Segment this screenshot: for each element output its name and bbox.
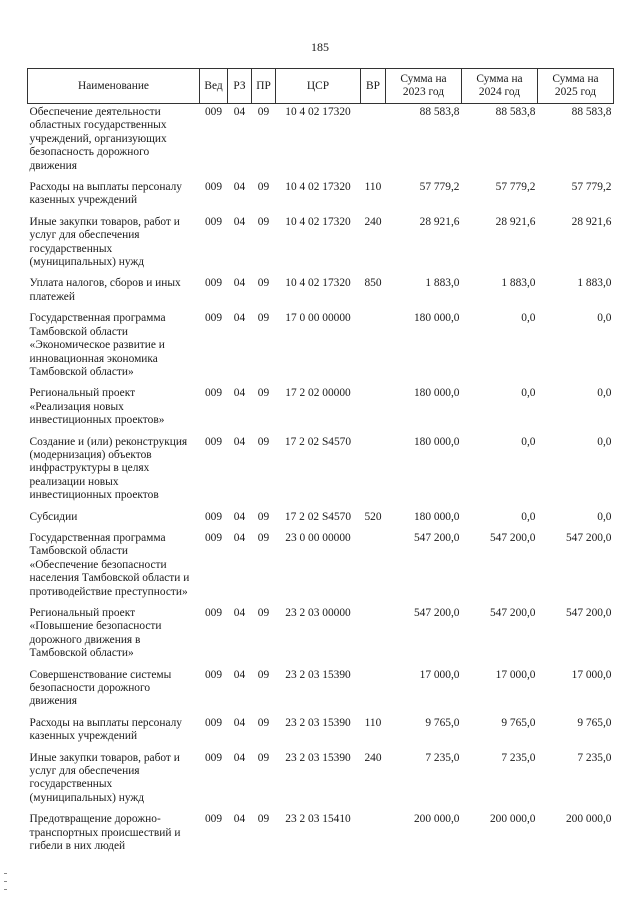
table-row [28, 605, 614, 667]
cell-rz: 04 [233, 181, 246, 194]
cell-ved: 009 [204, 106, 223, 118]
cell-pr: 09 [257, 716, 270, 729]
cell-ved: 009 [204, 716, 223, 729]
cell-sum-2024: 28 921,6 [495, 215, 536, 228]
cell-ved: 009 [204, 751, 223, 764]
cell-sum-2024: 0,0 [521, 387, 536, 400]
cell-sum-2023: 28 921,6 [419, 215, 460, 228]
cell-csr: 23 2 03 00000 [285, 607, 351, 619]
cell-vr: 110 [364, 716, 382, 729]
cell-pr: 09 [257, 106, 270, 118]
cell-vr: 110 [364, 181, 382, 194]
cell-name: Расходы на выплаты персоналу казенных учреждений [29, 716, 182, 743]
cell-vr [361, 811, 386, 859]
cell-sum-2025: 1 883,0 [577, 277, 612, 290]
cell-csr: 10 4 02 17320 [285, 277, 351, 290]
cell-sum-2023: 1 883,0 [425, 277, 460, 290]
cell-csr: 17 2 02 S4570 [284, 510, 352, 523]
header-pr: ПР [252, 69, 276, 104]
cell-sum-2023: 88 583,8 [419, 106, 460, 118]
page-number: 185 [311, 40, 329, 54]
cell-sum-2023: 547 200,0 [413, 531, 460, 544]
cell-sum-2025: 547 200,0 [565, 531, 612, 544]
cell-vr [361, 434, 386, 509]
cell-pr: 09 [257, 312, 270, 325]
table-row [28, 667, 614, 715]
cell-rz: 04 [233, 387, 246, 400]
cell-ved: 009 [204, 435, 223, 448]
cell-pr: 09 [257, 277, 270, 290]
cell-sum-2024: 1 883,0 [501, 277, 536, 290]
cell-sum-2023: 57 779,2 [419, 181, 460, 194]
cell-rz: 04 [233, 751, 246, 764]
cell-csr: 23 0 00 00000 [285, 531, 351, 544]
cell-ved: 009 [204, 607, 223, 619]
cell-vr [361, 667, 386, 715]
cell-sum-2023: 7 235,0 [425, 751, 460, 764]
cell-name: Иные закупки товаров, работ и услуг для обеспечения государственных (муниципальных) нужд [29, 215, 180, 269]
cell-csr: 17 2 02 00000 [285, 387, 351, 400]
cell-sum-2023: 17 000,0 [419, 668, 460, 681]
cell-vr: 240 [364, 751, 382, 764]
cell-ved: 009 [204, 668, 223, 681]
table-row [28, 275, 614, 310]
cell-rz: 04 [233, 106, 246, 118]
cell-sum-2025: 88 583,8 [571, 106, 612, 118]
cell-name: Совершенствование системы безопасности дорожного движения [29, 668, 172, 708]
cell-sum-2024: 9 765,0 [501, 716, 536, 729]
table-row [28, 385, 614, 433]
cell-vr [361, 104, 386, 180]
table-row [28, 214, 614, 276]
cell-csr: 23 2 03 15390 [285, 668, 351, 681]
cell-sum-2024: 7 235,0 [501, 751, 536, 764]
cell-pr: 09 [257, 607, 270, 619]
cell-pr: 09 [257, 181, 270, 194]
margin-mark [4, 889, 7, 890]
cell-ved: 009 [204, 387, 223, 400]
header-ved: Вед [200, 69, 228, 104]
cell-rz: 04 [233, 435, 246, 448]
cell-ved: 009 [204, 510, 223, 523]
cell-sum-2024: 547 200,0 [489, 531, 536, 544]
cell-csr: 10 4 02 17320 [285, 181, 351, 194]
cell-sum-2025: 547 200,0 [565, 607, 612, 619]
cell-name: Обеспечение деятельности областных государственных учреждений, организующих безопасность дорожного движения [29, 106, 167, 172]
cell-sum-2023: 547 200,0 [413, 607, 460, 619]
cell-sum-2024: 0,0 [521, 312, 536, 325]
cell-ved: 009 [204, 531, 223, 544]
cell-ved: 009 [204, 312, 223, 325]
header-csr: ЦСР [276, 69, 361, 104]
cell-rz: 04 [233, 813, 246, 826]
cell-sum-2024: 0,0 [521, 510, 536, 523]
margin-mark [4, 881, 7, 882]
cell-csr: 10 4 02 17320 [285, 106, 351, 118]
cell-sum-2025: 7 235,0 [577, 751, 612, 764]
cell-csr: 17 2 02 S4570 [284, 435, 352, 448]
cell-sum-2023: 180 000,0 [413, 435, 460, 448]
cell-sum-2025: 0,0 [597, 510, 612, 523]
table-row [28, 509, 614, 530]
cell-rz: 04 [233, 277, 246, 290]
cell-rz: 04 [233, 607, 246, 619]
cell-sum-2024: 200 000,0 [489, 813, 536, 826]
table-body [28, 104, 614, 860]
cell-rz: 04 [233, 668, 246, 681]
cell-name: Предотвращение дорожно-транспортных происшествий и гибели в них людей [29, 813, 181, 853]
header-sum-2025: Сумма на 2025 год [538, 69, 614, 104]
cell-vr: 520 [364, 510, 382, 523]
header-sum-2023: Сумма на 2023 год [386, 69, 462, 104]
cell-sum-2025: 9 765,0 [577, 716, 612, 729]
margin-mark [4, 873, 7, 874]
cell-name: Государственная программа Тамбовской области «Экономическое развитие и инновационная экономика Тамбовской области» [29, 312, 166, 378]
cell-name: Уплата налогов, сборов и иных платежей [29, 277, 181, 303]
cell-sum-2023: 180 000,0 [413, 387, 460, 400]
cell-csr: 23 2 03 15390 [285, 716, 351, 729]
cell-vr [361, 530, 386, 605]
cell-sum-2024: 547 200,0 [489, 607, 536, 619]
cell-sum-2023: 200 000,0 [413, 813, 460, 826]
table-row [28, 715, 614, 750]
header-name: Наименование [28, 69, 200, 104]
cell-pr: 09 [257, 387, 270, 400]
cell-vr: 240 [364, 215, 382, 228]
cell-sum-2024: 17 000,0 [495, 668, 536, 681]
cell-pr: 09 [257, 668, 270, 681]
budget-table [27, 68, 614, 860]
header-vr: ВР [361, 69, 386, 104]
cell-rz: 04 [233, 531, 246, 544]
cell-sum-2025: 57 779,2 [571, 181, 612, 194]
cell-ved: 009 [204, 215, 223, 228]
cell-rz: 04 [233, 215, 246, 228]
cell-vr [361, 385, 386, 433]
cell-vr [361, 605, 386, 667]
cell-sum-2024: 0,0 [521, 435, 536, 448]
cell-sum-2024: 88 583,8 [495, 106, 536, 118]
cell-rz: 04 [233, 716, 246, 729]
table-row [28, 179, 614, 214]
cell-pr: 09 [257, 813, 270, 826]
table-row [28, 750, 614, 812]
table-row [28, 310, 614, 385]
cell-ved: 009 [204, 277, 223, 290]
table-row [28, 530, 614, 605]
cell-name: Создание и (или) реконструкция (модернизация) объектов инфраструктуры в целях реализации новых инвестиционных проектов [29, 435, 188, 502]
table-row [28, 434, 614, 509]
cell-sum-2025: 0,0 [597, 387, 612, 400]
cell-vr: 850 [364, 277, 382, 290]
header-sum-2024: Сумма на 2024 год [462, 69, 538, 104]
cell-pr: 09 [257, 510, 270, 523]
table-header [28, 69, 614, 104]
cell-ved: 009 [204, 181, 223, 194]
table-row [28, 811, 614, 859]
table-row [28, 104, 614, 180]
cell-ved: 009 [204, 813, 223, 826]
cell-sum-2025: 17 000,0 [571, 668, 612, 681]
cell-vr [361, 310, 386, 385]
header-rz: РЗ [228, 69, 252, 104]
cell-sum-2023: 180 000,0 [413, 312, 460, 325]
cell-sum-2023: 180 000,0 [413, 510, 460, 523]
cell-csr: 17 0 00 00000 [285, 312, 351, 325]
cell-pr: 09 [257, 531, 270, 544]
cell-sum-2025: 200 000,0 [565, 813, 612, 826]
cell-sum-2025: 0,0 [597, 312, 612, 325]
cell-rz: 04 [233, 312, 246, 325]
cell-name: Региональный проект «Реализация новых инвестиционных проектов» [29, 387, 165, 427]
cell-name: Государственная программа Тамбовской области «Обеспечение безопасности населения Тамбовской области и противодействие преступности» [29, 531, 190, 598]
cell-sum-2025: 0,0 [597, 435, 612, 448]
cell-name: Региональный проект «Повышение безопасности дорожного движения в Тамбовской области» [29, 607, 162, 660]
cell-pr: 09 [257, 751, 270, 764]
cell-rz: 04 [233, 510, 246, 523]
cell-csr: 23 2 03 15410 [285, 813, 351, 826]
cell-csr: 23 2 03 15390 [285, 751, 351, 764]
cell-name: Субсидии [29, 510, 78, 523]
cell-sum-2024: 57 779,2 [495, 181, 536, 194]
cell-sum-2023: 9 765,0 [425, 716, 460, 729]
cell-pr: 09 [257, 215, 270, 228]
cell-name: Расходы на выплаты персоналу казенных учреждений [29, 181, 182, 207]
cell-sum-2025: 28 921,6 [571, 215, 612, 228]
cell-csr: 10 4 02 17320 [285, 215, 351, 228]
cell-pr: 09 [257, 435, 270, 448]
cell-name: Иные закупки товаров, работ и услуг для обеспечения государственных (муниципальных) нужд [29, 751, 180, 804]
